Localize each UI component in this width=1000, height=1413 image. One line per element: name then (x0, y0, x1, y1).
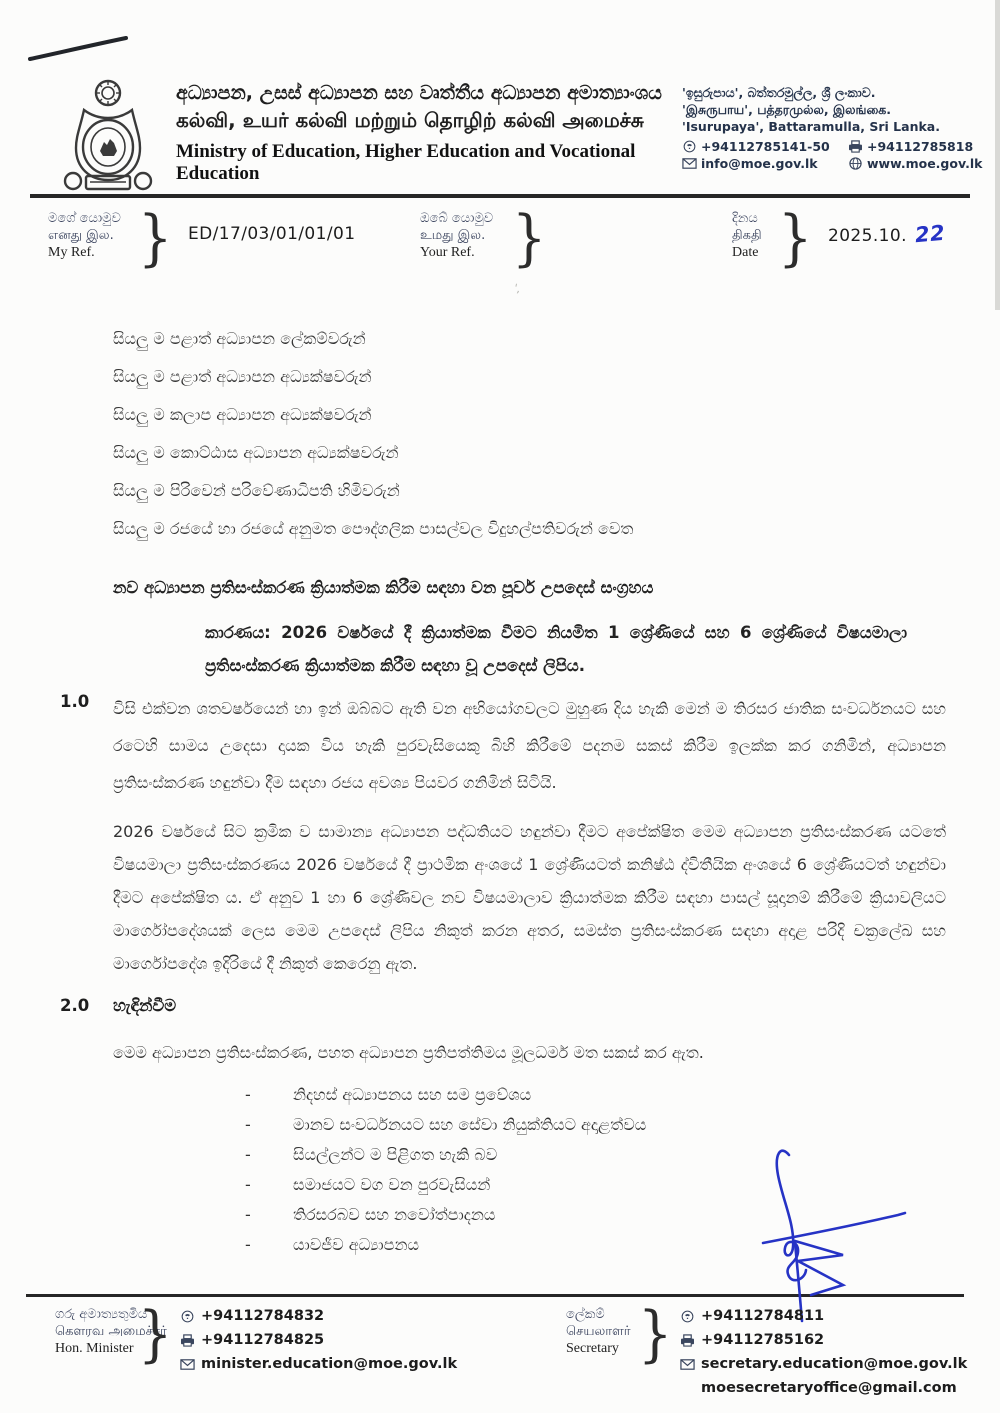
secretary-phone: +94112784811 (701, 1308, 825, 1324)
minister-fax-row (180, 1328, 457, 1352)
secretary-fax: +94112785162 (701, 1332, 825, 1348)
address-english: 'Isurupaya', Battaramulla, Sri Lanka. (682, 119, 940, 134)
my-ref-brace: } (138, 202, 173, 274)
recipient-list (113, 320, 633, 548)
principles-bullet-list (245, 1080, 646, 1260)
minister-email-row (180, 1352, 457, 1376)
bullet-text: යාවජීව අධ්‍යාපනය (293, 1235, 419, 1254)
bullet-text: තිරසරබව සහ නවෝත්පාදනය (293, 1205, 496, 1224)
your-ref-brace: } (512, 202, 547, 274)
date-handwritten: 22 (913, 220, 946, 248)
globe-icon (848, 157, 863, 170)
minister-brace: } (138, 1298, 173, 1370)
scan-edge-shadow (995, 0, 1000, 310)
bullet-text: සියල්ලන්ට ම පිළිගත හැකි බව (293, 1145, 498, 1164)
secretary-label-tamil: செயலாளர் (566, 1324, 631, 1339)
minister-label-tamil: கௌரவ அமைச்சர் (55, 1324, 167, 1339)
recipient-line: සියලු ම රජයේ හා රජයේ අනුමත පෞද්ගලික පාසල්වල විදුහල්පතිවරුන් වෙත (113, 519, 634, 538)
ministry-name-tamil: கல்வி, உயர் கல்வி மற்றும் தொழிற் கல்வி அமைச்சு (176, 108, 644, 132)
secretary-email-2: moesecretaryoffice@gmail.com (701, 1380, 957, 1396)
minister-label-english: Hon. Minister (55, 1341, 134, 1356)
minister-phone-row (180, 1304, 457, 1328)
header-divider (30, 194, 970, 198)
emblem-logo (50, 76, 166, 198)
fax-icon (848, 140, 863, 153)
subject-heading: නව අධ්‍යාපන ප්‍රතිසංස්කරණ ක්‍රියාත්මක කිරීම සඳහා වන පූර්ව උපදෙස් සංග්‍රහය (113, 578, 654, 597)
date-printed: 2025.10. (828, 226, 907, 246)
bullet-item (245, 1080, 646, 1110)
bullet-dash: - (245, 1205, 251, 1224)
minister-fax: +94112784825 (201, 1332, 325, 1348)
my-ref-tamil: எனது இல. (48, 228, 114, 243)
header-address-block (682, 84, 988, 172)
section-1-number: 1.0 (60, 692, 90, 711)
date-english: Date (732, 245, 759, 260)
header-email: info@moe.gov.lk (701, 156, 818, 171)
secretary-label-sinhala: ලේකම් (566, 1307, 605, 1322)
my-ref-english: My Ref. (48, 245, 95, 260)
section-1-paragraph-1: විසි එක්වන ශතවර්ෂයෙන් හා ඉන් ඔබ්බට ඇති වන අභියෝගවලට මුහුණ දිය හැකි මෙන් ම තිරසර ජාතික සංවර්ධනයට සහ රටෙහි සාමය උදෙසා දායක විය හැකි පුරවැසියෙකු බිහි කිරීමේ පදනම සකස් කිරීම ඉලක්ක කර ගනිමින්, අධ්‍යාපන ප්‍රතිසංස්කරණ හඳුන්වා දීම සඳහා රජය අවශ්‍ය පියවර ගනිමින් සිටියි. (113, 699, 946, 792)
email-icon (682, 157, 697, 170)
minister-label-sinhala: ගරු අමාත්‍යතුමිය (55, 1307, 148, 1322)
my-ref-sinhala: මගේ යොමුව (48, 211, 121, 226)
email-icon (680, 1358, 695, 1371)
date-labels (732, 210, 762, 261)
my-ref-value: ED/17/03/01/01/01 (188, 224, 356, 244)
recipient-line: සියලු ම පළාත් අධ්‍යාපන අධ්‍යක්ෂවරුන් (113, 367, 372, 386)
bullet-item (245, 1230, 646, 1260)
bullet-item (245, 1170, 646, 1200)
ministry-name-english: Ministry of Education, Higher Education and Vocational Education (176, 141, 636, 184)
fax-icon (680, 1334, 695, 1347)
secretary-email: secretary.education@moe.gov.lk (701, 1356, 968, 1372)
your-ref-english: Your Ref. (420, 245, 475, 260)
subject-reference-line: කාරණය: 2026 වර්ෂයේ දී ක්‍රියාත්මක වීමට නියමිත 1 ශ්‍රේණියේ සහ 6 ශ්‍රේණියේ විෂයමාලා ප්‍රතිසංස්කරණ ක්‍රියාත්මක කිරීම සඳහා වූ උපදෙස් ලිපිය. (205, 623, 907, 675)
bullet-dash: - (245, 1145, 251, 1164)
secretary-email-2-row (680, 1376, 967, 1400)
minister-email: minister.education@moe.gov.lk (201, 1356, 458, 1372)
secretary-label-block (566, 1306, 631, 1357)
phone-icon (180, 1310, 195, 1323)
phone-icon (680, 1310, 695, 1323)
secretary-contact-block (680, 1304, 967, 1400)
secretary-label-english: Secretary (566, 1341, 619, 1356)
ministry-name-sinhala: අධ්‍යාපන, උසස් අධ්‍යාපන සහ වෘත්තීය අධ්‍යාපන අමාත්‍යාංශය (176, 82, 662, 104)
bullet-text: මානව සංවර්ධනයට සහ සේවා නියුක්තියට අදාළත්වය (293, 1115, 647, 1134)
secretary-phone-row (680, 1304, 967, 1328)
section-2-intro: මෙම අධ්‍යාපන ප්‍රතිසංස්කරණ, පහත අධ්‍යාපන ප්‍රතිපත්තිමය මූලධර්ම මත සකස් කර ඇත. (113, 1043, 704, 1062)
date-value (828, 222, 945, 246)
recipient-line: සියලු ම කොට්ඨාස අධ්‍යාපන අධ්‍යක්ෂවරුන් (113, 443, 399, 462)
recipient-line: සියලු ම පිරිවෙන් පරිවේණාධිපති හිමිවරුන් (113, 481, 400, 500)
minister-phone: +94112784832 (201, 1308, 325, 1324)
your-ref-labels (420, 210, 493, 261)
bullet-text: නිදහස් අධ්‍යාපනය සහ සම ප්‍රවේශය (293, 1085, 532, 1104)
date-tamil: திகதி (732, 228, 762, 243)
header-phone: +94112785141-50 (701, 139, 830, 154)
bullet-dash: - (245, 1085, 251, 1104)
phone-icon (682, 140, 697, 153)
date-brace: } (778, 202, 813, 274)
fax-icon (180, 1334, 195, 1347)
secretary-email-row (680, 1352, 967, 1376)
bullet-dash: - (245, 1115, 251, 1134)
address-tamil: 'இசுருபாய', பத்தரமுல்ல, இலங்கை. (682, 102, 892, 117)
bullet-item (245, 1140, 646, 1170)
address-sinhala: 'ඉසුරුපාය', බත්තරමුල්ල, ශ්‍රී ලංකාව. (682, 85, 876, 100)
secretary-brace: } (638, 1298, 673, 1370)
email-icon (180, 1358, 195, 1371)
recipient-line: සියලු ම පළාත් අධ්‍යාපන ලේකම්වරුන් (113, 329, 366, 348)
minister-contact-block (180, 1304, 457, 1376)
recipient-line: සියලු ම කලාප අධ්‍යාපන අධ්‍යක්ෂවරුන් (113, 405, 372, 424)
bullet-dash: - (245, 1175, 251, 1194)
header-web: www.moe.gov.lk (867, 156, 983, 171)
your-ref-tamil: உமது இல. (420, 228, 486, 243)
section-1-paragraph-2: 2026 වර්ෂයේ සිට ක්‍රමික ව සාමාන්‍ය අධ්‍යාපන පද්ධතියට හඳුන්වා දීමට අපේක්ෂිත මෙම අධ්‍යාපන ප්‍රතිසංස්කරණ යටතේ විෂයමාලා ප්‍රතිසංස්කරණය 2026 වර්ෂයේ දී ප්‍රාථමික අංශයේ 1 ශ්‍රේණියටත් කනිෂ්ඨ ද්විතීයික අංශයේ 6 ශ්‍රේණියටත් හඳුන්වා දීමට අපේක්ෂිත ය. ඒ අනුව 1 හා 6 ශ්‍රේණිවල නව විෂයමාලාව ක්‍රියාත්මක කිරීම සඳහා පාසල් සූදානම් කිරීමේ ක්‍රියාවලියට මාර්ගෝපදේශයක් ලෙස මෙම උපදෙස් ලිපිය නිකුත් කරන අතර, සමස්ත ප්‍රතිසංස්කරණ සඳහා අදාළ පරිදි චක්‍රලේඛ සහ මාර්ගෝපදේශ ඉදිරියේ දී නිකුත් කෙරෙනු ඇත. (113, 822, 946, 973)
date-sinhala: දිනය (732, 211, 758, 226)
bullet-item (245, 1110, 646, 1140)
section-2-number: 2.0 (60, 996, 90, 1015)
scan-artifact: ', (512, 281, 522, 296)
header-fax: +94112785818 (867, 139, 974, 154)
bullet-dash: - (245, 1235, 251, 1254)
bullet-text: සමාජයට වග වන පුරවැසියන් (293, 1175, 491, 1194)
pen-stroke (22, 28, 142, 66)
bullet-item (245, 1200, 646, 1230)
your-ref-sinhala: ඔබේ යොමුව (420, 211, 494, 226)
secretary-fax-row (680, 1328, 967, 1352)
section-2-heading: හැඳින්වීම (113, 996, 177, 1015)
ministry-title-block (176, 82, 686, 185)
my-ref-labels (48, 210, 121, 261)
